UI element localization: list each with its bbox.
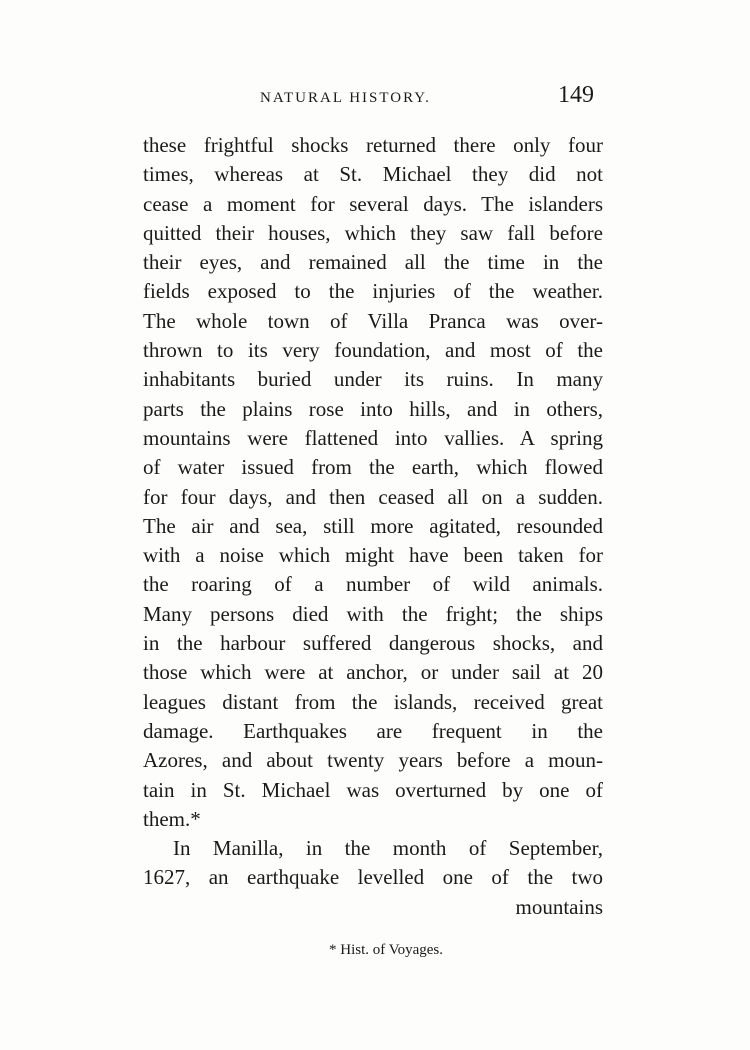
text-line: their eyes, and remained all the time in the <box>143 250 603 275</box>
text-line: these frightful shocks returned there only four <box>143 133 603 157</box>
footnote-text: * Hist. of Voyages. <box>328 942 444 958</box>
page-number: 149 <box>558 82 594 108</box>
catchword: mountains <box>515 894 603 919</box>
text-line: times, whereas at St. Michael they did not <box>143 162 603 187</box>
running-head: NATURAL HISTORY. <box>260 90 431 106</box>
body-text <box>143 131 603 922</box>
text-line: for four days, and then ceased all on a sudden. <box>143 484 603 509</box>
text-line: The air and sea, still more agitated, resounded <box>143 513 603 538</box>
text-line: cease a moment for several days. The islanders <box>143 191 603 216</box>
text-line: The whole town of Villa Pranca was over- <box>143 308 603 333</box>
text-line: quitted their houses, which they saw fall before <box>143 220 603 245</box>
text-line: with a noise which might have been taken for <box>143 543 603 568</box>
text-line: the roaring of a number of wild animals. <box>143 572 603 597</box>
text-line: inhabitants buried under its ruins. In many <box>143 367 603 392</box>
footnote <box>0 942 750 959</box>
text-line: leagues distant from the islands, received great <box>143 689 603 714</box>
text-line: 1627, an earthquake levelled one of the two <box>143 865 603 890</box>
text-line: damage. Earthquakes are frequent in the <box>143 718 603 743</box>
text-line: them.* <box>143 806 201 831</box>
text-line: tain in St. Michael was overturned by one of <box>143 777 603 802</box>
text-line: In Manilla, in the month of September, <box>173 836 603 861</box>
text-line: parts the plains rose into hills, and in others, <box>143 396 603 421</box>
text-line: Many persons died with the fright; the ships <box>143 601 603 626</box>
text-line: fields exposed to the injuries of the weather. <box>143 279 603 304</box>
text-line: those which were at anchor, or under sail at 20 <box>143 660 603 685</box>
text-line: in the harbour suffered dangerous shocks, and <box>143 631 603 656</box>
text-line: Azores, and about twenty years before a moun- <box>143 748 603 773</box>
text-line: thrown to its very foundation, and most of the <box>143 338 603 363</box>
text-line: of water issued from the earth, which flowed <box>143 455 603 480</box>
text-line: mountains were flattened into vallies. A spring <box>143 425 603 450</box>
